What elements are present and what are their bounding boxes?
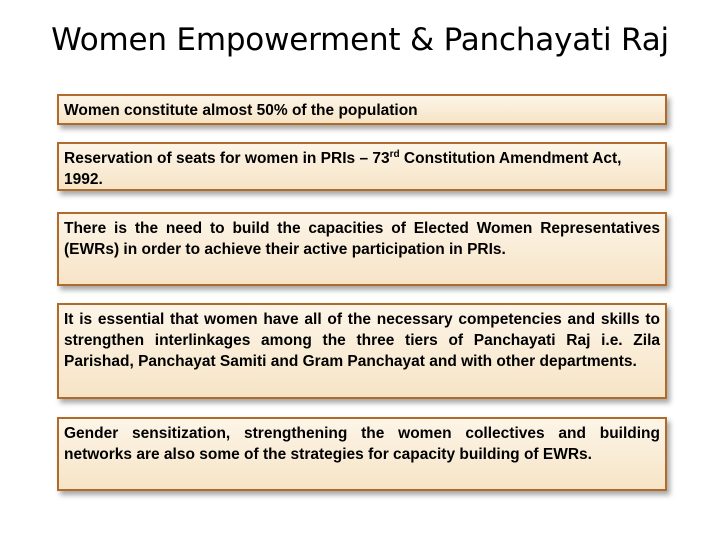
- ordinal-suffix: rd: [389, 149, 400, 160]
- point-text: Women constitute almost 50% of the population: [64, 102, 418, 119]
- slide-title: Women Empowerment & Panchayati Raj: [51, 22, 669, 58]
- point-text-post: Constitution Amendment Act, 1992.: [64, 150, 622, 188]
- point-text-pre: Reservation of seats for women in PRIs – 73: [64, 150, 390, 167]
- point-box-reservation: [57, 142, 667, 191]
- point-box-population: [57, 94, 667, 125]
- point-text: There is the need to build the capacities of Elected Women Representatives (EWRs) in order to achieve their active participation in PRIs.: [64, 220, 660, 258]
- point-box-competencies: [57, 303, 667, 399]
- point-box-capacities: [57, 212, 667, 286]
- point-box-strategies: [57, 417, 667, 491]
- point-text: Gender sensitization, strengthening the women collectives and building networks are also some of the strategies for capacity building of EWRs.: [64, 425, 660, 463]
- point-text: It is essential that women have all of the necessary competencies and skills to strengthen interlinkages among the three tiers of Panchayati Raj i.e. Zila Parishad, Panchayat Samiti and Gram Panchayat and with other departments.: [64, 311, 660, 370]
